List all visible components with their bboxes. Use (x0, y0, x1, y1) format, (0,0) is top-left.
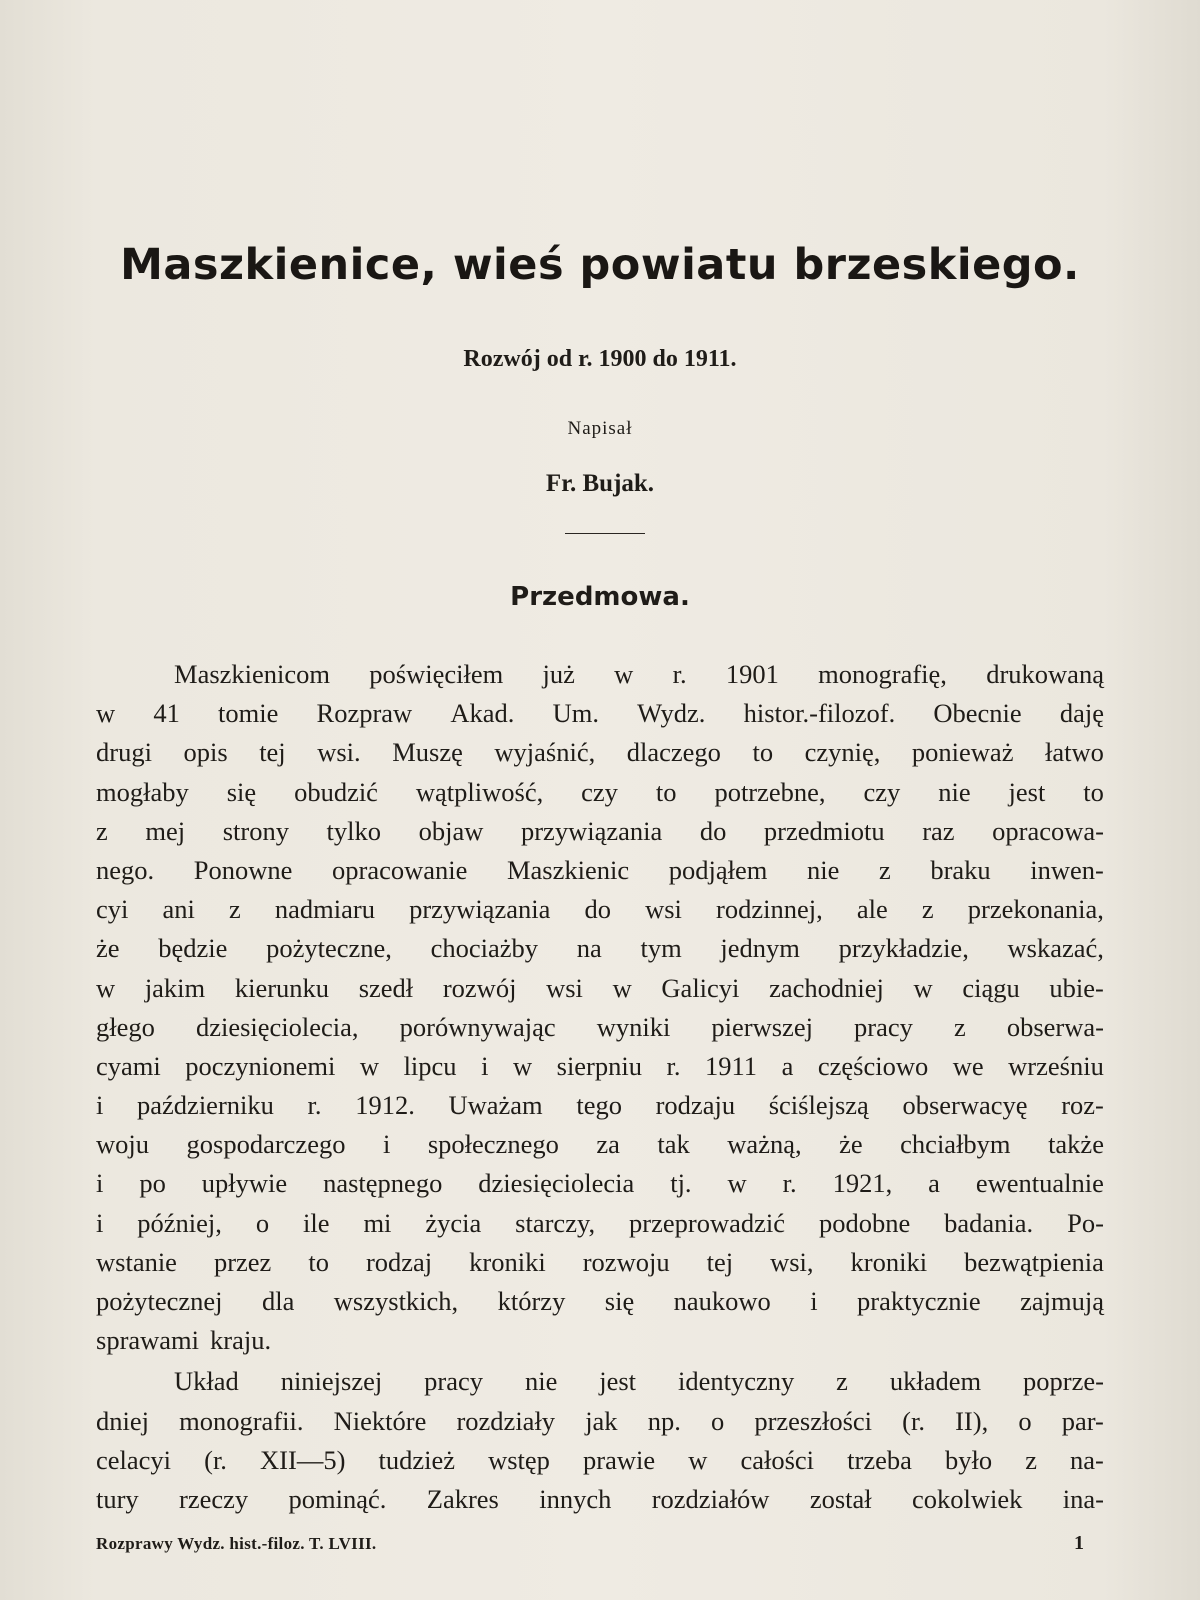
text-line: i po upływie następnego dziesięciolecia tj. w r. 1921, a ewentualnie (96, 1168, 1104, 1199)
text-line: z mej strony tylko objaw przywiązania do przedmiotu raz opracowa- (96, 815, 1104, 846)
paragraph (96, 1362, 1104, 1519)
paragraph (96, 655, 1104, 1360)
author-name: Fr. Bujak. (545, 470, 655, 497)
text-line: tury rzeczy pominąć. Zakres innych rozdziałów został cokolwiek ina- (96, 1483, 1104, 1514)
text-line: drugi opis tej wsi. Muszę wyjaśnić, dlaczego to czynię, ponieważ łatwo (96, 737, 1104, 768)
text-line: w jakim kierunku szedł rozwój wsi w Galicyi zachodniej w ciągu ubie- (96, 972, 1104, 1003)
section-heading: Przedmowa. (510, 582, 690, 612)
text-line: wstanie przez to rodzaj kroniki rozwoju tej wsi, kroniki bezwątpienia (96, 1246, 1104, 1277)
text-line: i październiku r. 1912. Uważam tego rodzaju ściślejszą obserwacyę roz- (96, 1090, 1104, 1121)
byline-label: Napisał (567, 418, 633, 439)
text-line: Układ niniejszej pracy nie jest identyczny z układem poprze- (174, 1366, 1104, 1397)
footer-journal: Rozprawy Wydz. hist.-filoz. T. LVIII. (96, 1534, 377, 1553)
document-subtitle: Rozwój od r. 1900 do 1911. (463, 346, 737, 372)
text-line: celacyi (r. XII—5) tudzież wstęp prawie w całości trzeba było z na- (96, 1444, 1104, 1475)
text-line: Maszkienicom poświęciłem już w r. 1901 monografię, drukowaną (174, 659, 1104, 689)
title-divider (565, 533, 645, 534)
text-line: że będzie pożyteczne, chociażby na tym jednym przykładzie, wskazać, (96, 933, 1104, 964)
text-line: pożytecznej dla wszystkich, którzy się naukowo i praktycznie zajmują (96, 1286, 1104, 1316)
text-line: cyi ani z nadmiaru przywiązania do wsi rodzinnej, ale z przekonania, (96, 894, 1104, 925)
text-line: sprawami kraju. (96, 1325, 272, 1356)
text-line: nego. Ponowne opracowanie Maszkienic podjąłem nie z braku inwen- (96, 854, 1104, 885)
text-line: w 41 tomie Rozpraw Akad. Um. Wydz. histor.-filozof. Obecnie daję (96, 698, 1104, 729)
text-line: głego dziesięciolecia, porównywając wyniki pierwszej pracy z obserwa- (96, 1011, 1104, 1042)
page-number: 1 (1074, 1532, 1084, 1554)
body-text (96, 655, 1104, 1519)
text-line: i później, o ile mi życia starczy, przeprowadzić podobne badania. Po- (96, 1207, 1104, 1238)
document-title: Maszkienice, wieś powiatu brzeskiego. (120, 240, 1080, 290)
text-line: woju gospodarczego i społecznego za tak ważną, że chciałbym także (96, 1129, 1104, 1160)
text-line: cyami poczynionemi w lipcu i w sierpniu r. 1911 a częściowo we wrześniu (96, 1050, 1104, 1081)
text-line: mogłaby się obudzić wątpliwość, czy to potrzebne, czy nie jest to (96, 776, 1104, 807)
text-line: dniej monografii. Niektóre rozdziały jak np. o przeszłości (r. II), o par- (96, 1405, 1104, 1436)
